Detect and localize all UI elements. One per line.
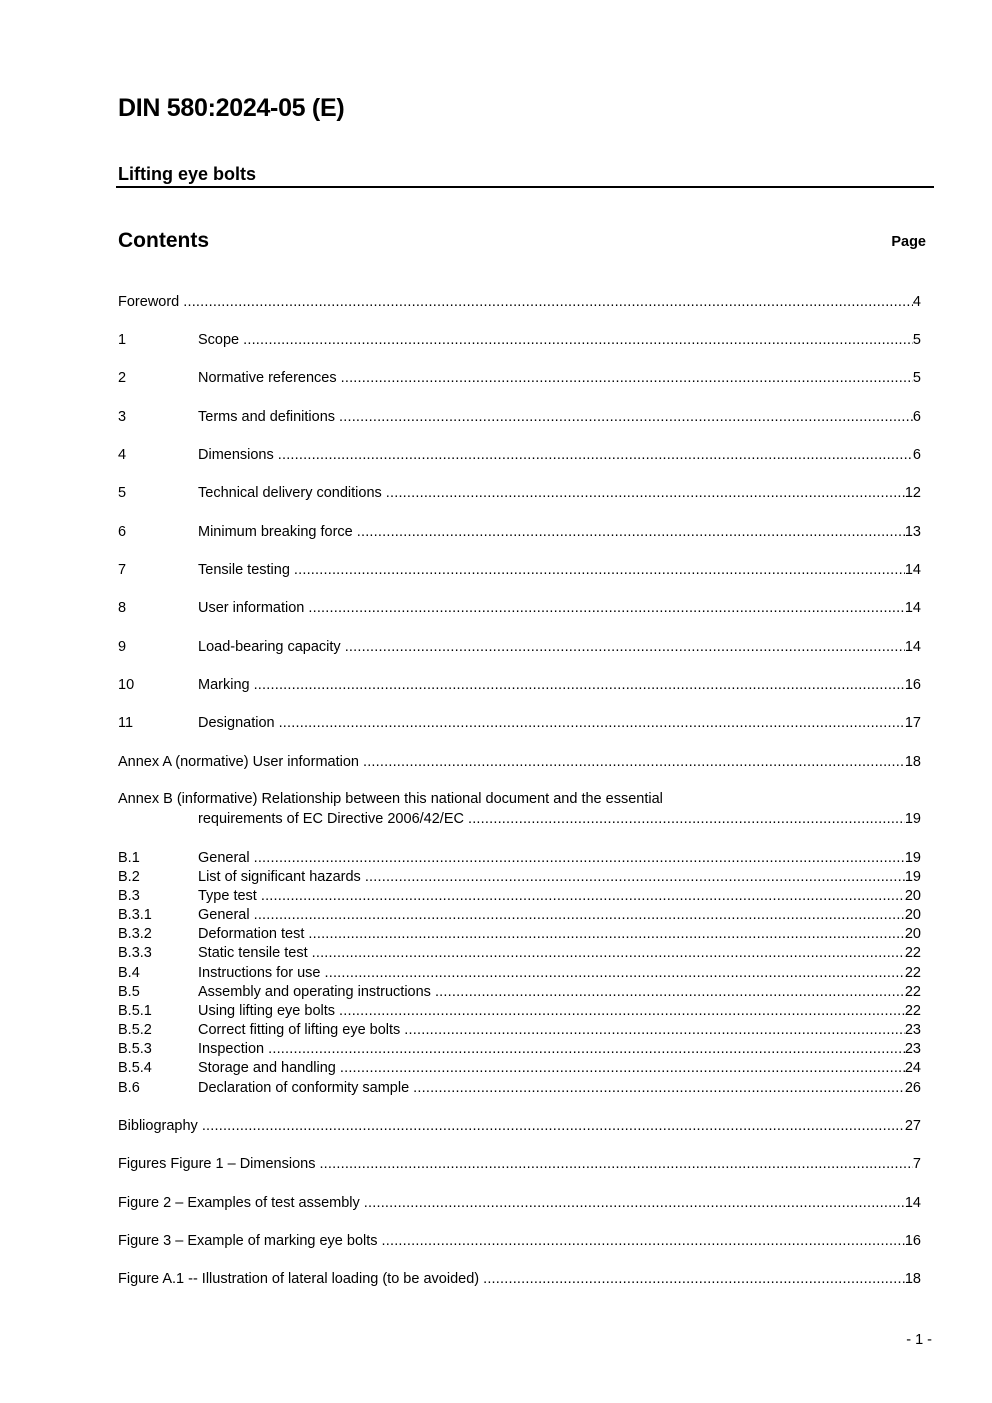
toc-leader-dots	[312, 944, 905, 963]
toc-entry-7[interactable]	[118, 561, 921, 580]
toc-entry-number: B.3.1	[118, 907, 152, 923]
toc-entry-page: 16	[904, 677, 921, 693]
toc-entry-number: B.1	[118, 850, 140, 866]
toc-entry-title: Annex A (normative) User information	[118, 754, 359, 770]
document-subtitle: Lifting eye bolts	[118, 164, 257, 184]
toc-entry-number: B.6	[118, 1080, 140, 1096]
toc-entry-page: 22	[904, 965, 921, 981]
toc-entry-title: Load-bearing capacity	[198, 639, 341, 655]
toc-leader-dots	[261, 887, 905, 906]
toc-leader-dots	[363, 753, 905, 772]
toc-entry-number: 11	[118, 715, 134, 731]
toc-entry-number: B.2	[118, 869, 140, 885]
toc-entry-page: 16	[904, 1233, 921, 1249]
toc-entry-title: Figure 2 – Examples of test assembly	[118, 1195, 360, 1211]
toc-entry-page: 5	[912, 370, 921, 386]
toc-entry-number: 2	[118, 370, 127, 386]
toc-entry-title: Scope	[198, 332, 240, 348]
toc-entry-page: 14	[904, 562, 921, 578]
toc-entry-annex-b-title-line[interactable]: Annex B (informative) Relationship between this national document and the essential	[118, 791, 663, 807]
toc-entry-annex-b[interactable]	[118, 810, 921, 829]
toc-entry-page: 19	[904, 850, 921, 866]
toc-entry-page: 20	[904, 907, 921, 923]
toc-entry-b3-1[interactable]	[118, 906, 921, 925]
toc-entry-title: Normative references	[198, 370, 337, 386]
toc-entry-number: 10	[118, 677, 135, 693]
toc-leader-dots	[268, 1040, 905, 1059]
toc-entry-4[interactable]	[118, 446, 921, 465]
toc-entry-title: Dimensions	[198, 447, 274, 463]
toc-entry-b4[interactable]	[118, 964, 921, 983]
toc-entry-b5-2[interactable]	[118, 1021, 921, 1040]
toc-entry-number: B.5.2	[118, 1022, 152, 1038]
toc-leader-dots	[404, 1021, 905, 1040]
toc-entry-number: B.5	[118, 984, 140, 1000]
toc-leader-dots	[435, 983, 905, 1002]
toc-entry-title: Storage and handling	[198, 1060, 336, 1076]
toc-entry-title: User information	[198, 600, 305, 616]
toc-entry-page: 27	[904, 1118, 921, 1134]
toc-leader-dots	[357, 523, 905, 542]
toc-entry-b5-4[interactable]	[118, 1059, 921, 1078]
toc-entry-page: 22	[904, 984, 921, 1000]
toc-leader-dots	[339, 1002, 905, 1021]
toc-entry-b3-2[interactable]	[118, 925, 921, 944]
toc-entry-title: Inspection	[198, 1041, 265, 1057]
toc-entry-figure-1[interactable]	[118, 1155, 921, 1174]
toc-entry-page: 17	[904, 715, 921, 731]
toc-entry-page: 7	[912, 1156, 921, 1172]
toc-entry-page: 14	[904, 1195, 921, 1211]
toc-entry-title: Designation	[198, 715, 275, 731]
toc-leader-dots	[386, 484, 905, 503]
toc-entry-title: Marking	[198, 677, 250, 693]
toc-entry-page: 22	[904, 1003, 921, 1019]
toc-entry-b3-3[interactable]	[118, 944, 921, 963]
toc-leader-dots	[413, 1079, 905, 1098]
toc-entry-page: 18	[904, 754, 921, 770]
toc-entry-5[interactable]	[118, 484, 921, 503]
toc-entry-number: B.3.2	[118, 926, 152, 942]
toc-leader-dots	[278, 446, 913, 465]
toc-entry-page: 13	[904, 524, 921, 540]
page-column-heading: Page	[891, 234, 926, 250]
toc-leader-dots	[340, 1059, 905, 1078]
toc-entry-title: Correct fitting of lifting eye bolts	[198, 1022, 401, 1038]
toc-entry-title: Type test	[198, 888, 257, 904]
toc-leader-dots	[254, 906, 905, 925]
toc-entry-title: Foreword	[118, 294, 180, 310]
toc-leader-dots	[279, 714, 905, 733]
toc-entry-title: Deformation test	[198, 926, 305, 942]
toc-entry-title: General	[198, 850, 250, 866]
toc-entry-page: 6	[912, 409, 921, 425]
toc-entry-page: 12	[904, 485, 921, 501]
toc-entry-title: List of significant hazards	[198, 869, 361, 885]
toc-entry-page: 20	[904, 926, 921, 942]
toc-entry-annex-a[interactable]	[118, 753, 921, 772]
toc-leader-dots	[308, 925, 904, 944]
toc-leader-dots	[382, 1232, 905, 1251]
toc-entry-page: 6	[912, 447, 921, 463]
toc-entry-10[interactable]	[118, 676, 921, 695]
toc-entry-b5-3[interactable]	[118, 1040, 921, 1059]
toc-entry-title: Declaration of conformity sample	[198, 1080, 410, 1096]
toc-entry-page: 19	[904, 811, 921, 827]
toc-entry-title: Bibliography	[118, 1118, 198, 1134]
toc-entry-title: Technical delivery conditions	[198, 485, 382, 501]
toc-leader-dots	[341, 369, 913, 388]
toc-entry-page: 14	[904, 600, 921, 616]
toc-entry-title: Using lifting eye bolts	[198, 1003, 336, 1019]
toc-entry-title: Static tensile test	[198, 945, 308, 961]
toc-entry-figure-2[interactable]	[118, 1194, 921, 1213]
toc-entry-6[interactable]	[118, 523, 921, 542]
toc-entry-number: 5	[118, 485, 127, 501]
toc-leader-dots	[254, 849, 905, 868]
toc-leader-dots	[254, 676, 905, 695]
toc-entry-title: Figure 3 – Example of marking eye bolts	[118, 1233, 378, 1249]
toc-entry-page: 24	[904, 1060, 921, 1076]
toc-entry-9[interactable]	[118, 638, 921, 657]
toc-leader-dots	[243, 331, 913, 350]
toc-entry-b2[interactable]	[118, 868, 921, 887]
toc-leader-dots	[483, 1270, 905, 1289]
toc-entry-page: 26	[904, 1080, 921, 1096]
toc-entry-page: 4	[912, 294, 921, 310]
toc-leader-dots	[319, 1155, 912, 1174]
toc-entry-page: 18	[904, 1271, 921, 1287]
toc-leader-dots	[308, 599, 904, 618]
toc-entry-number: B.5.1	[118, 1003, 152, 1019]
toc-entry-number: 9	[118, 639, 127, 655]
toc-entry-number: 3	[118, 409, 127, 425]
toc-entry-number: 4	[118, 447, 127, 463]
toc-entry-foreword[interactable]	[118, 293, 921, 312]
toc-leader-dots	[345, 638, 905, 657]
toc-entry-number: 7	[118, 562, 127, 578]
toc-entry-page: 23	[904, 1041, 921, 1057]
toc-leader-dots	[364, 1194, 905, 1213]
toc-entry-page: 14	[904, 639, 921, 655]
toc-entry-title: Minimum breaking force	[198, 524, 353, 540]
toc-entry-title: Figures Figure 1 – Dimensions	[118, 1156, 316, 1172]
toc-entry-figure-a1[interactable]	[118, 1270, 921, 1289]
toc-leader-dots	[294, 561, 905, 580]
toc-entry-number: B.3	[118, 888, 140, 904]
toc-entry-title: Assembly and operating instructions	[198, 984, 431, 1000]
toc-leader-dots	[325, 964, 905, 983]
toc-entry-b6[interactable]	[118, 1079, 921, 1098]
toc-leader-dots	[468, 810, 905, 829]
toc-entry-page: 22	[904, 945, 921, 961]
toc-leader-dots	[365, 868, 905, 887]
toc-entry-title: Instructions for use	[198, 965, 321, 981]
toc-entry-2[interactable]	[118, 369, 921, 388]
toc-entry-b3[interactable]	[118, 887, 921, 906]
toc-entry-number: 8	[118, 600, 127, 616]
contents-heading: Contents	[118, 229, 209, 252]
toc-entry-11[interactable]	[118, 714, 921, 733]
toc-entry-b5-1[interactable]	[118, 1002, 921, 1021]
toc-entry-number: B.5.3	[118, 1041, 152, 1057]
toc-entry-1[interactable]	[118, 331, 921, 350]
toc-entry-page: 5	[912, 332, 921, 348]
toc-entry-title: General	[198, 907, 250, 923]
document-title: DIN 580:2024-05 (E)	[118, 94, 345, 122]
toc-entry-number: B.3.3	[118, 945, 152, 961]
toc-entry-page: 19	[904, 869, 921, 885]
page-number: - 1 -	[906, 1332, 932, 1348]
title-divider	[116, 186, 934, 188]
toc-entry-number: 6	[118, 524, 127, 540]
toc-entry-b1[interactable]	[118, 849, 921, 868]
toc-entry-title: requirements of EC Directive 2006/42/EC	[198, 811, 464, 827]
toc-entry-b5[interactable]	[118, 983, 921, 1002]
toc-entry-bibliography[interactable]	[118, 1117, 921, 1136]
toc-entry-3[interactable]	[118, 408, 921, 427]
toc-leader-dots	[339, 408, 913, 427]
toc-entry-page: 20	[904, 888, 921, 904]
toc-entry-title: Figure A.1 -- Illustration of lateral loading (to be avoided)	[118, 1271, 480, 1287]
toc-leader-dots	[183, 293, 913, 312]
toc-entry-title: Terms and definitions	[198, 409, 336, 425]
toc-entry-page: 23	[904, 1022, 921, 1038]
toc-leader-dots	[202, 1117, 905, 1136]
toc-entry-figure-3[interactable]	[118, 1232, 921, 1251]
toc-entry-number: B.5.4	[118, 1060, 152, 1076]
toc-entry-number: B.4	[118, 965, 140, 981]
toc-entry-title: Tensile testing	[198, 562, 290, 578]
toc-entry-8[interactable]	[118, 599, 921, 618]
toc-entry-number: 1	[118, 332, 127, 348]
